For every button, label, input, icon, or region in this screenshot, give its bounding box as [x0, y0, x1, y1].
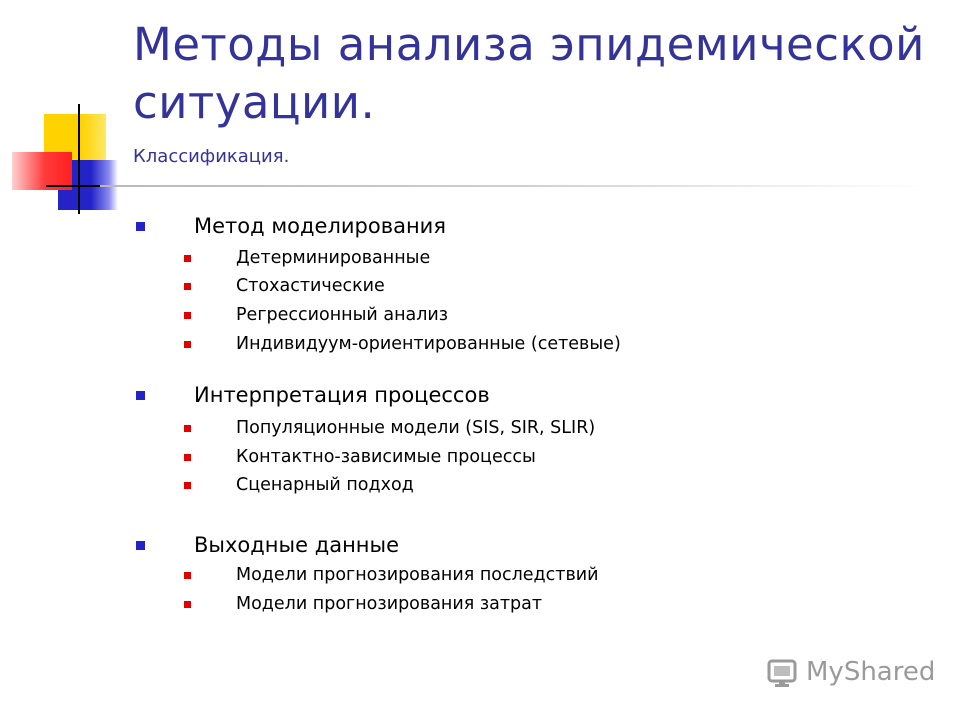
list-item-level2: [184, 418, 595, 438]
list-item-level2: [184, 334, 621, 354]
list-item-text: Стохастические: [236, 276, 385, 296]
list-item-level2: [184, 565, 599, 585]
slide-subtitle: Классификация.: [133, 146, 290, 167]
square-bullet-icon: [184, 312, 191, 319]
list-item-text: Интерпретация процессов: [194, 383, 490, 407]
list-item-level2: [184, 248, 430, 268]
list-item-level2: [184, 447, 536, 467]
list-item-level2: [184, 276, 385, 296]
square-bullet-icon: [184, 255, 191, 262]
list-item-text: Индивидуум-ориентированные (сетевые): [236, 334, 621, 354]
square-bullet-icon: [184, 425, 191, 432]
list-item-text: Выходные данные: [194, 533, 400, 557]
list-item-text: Сценарный подход: [236, 475, 414, 495]
square-bullet-icon: [184, 482, 191, 489]
square-bullet-icon: [136, 222, 145, 231]
square-bullet-icon: [184, 283, 191, 290]
myshared-watermark: [766, 655, 935, 689]
myshared-logo-icon: [766, 655, 800, 689]
list-item-text: Модели прогнозирования затрат: [236, 594, 543, 614]
list-item-text: Контактно-зависимые процессы: [236, 447, 536, 467]
square-bullet-icon: [184, 572, 191, 579]
list-item-level2: [184, 305, 448, 325]
square-bullet-icon: [136, 391, 145, 400]
square-bullet-icon: [184, 341, 191, 348]
square-bullet-icon: [184, 454, 191, 461]
list-item-text: Модели прогнозирования последствий: [236, 565, 599, 585]
list-item-text: Метод моделирования: [194, 214, 446, 238]
list-item-level1: [136, 214, 446, 238]
list-item-level2: [184, 475, 414, 495]
list-item-level2: [184, 594, 542, 614]
list-item-text: Детерминированные: [236, 248, 431, 268]
list-item-level1: [136, 383, 490, 407]
list-item-level1: [136, 533, 399, 557]
square-bullet-icon: [184, 601, 191, 608]
list-item-text: Регрессионный анализ: [236, 305, 449, 325]
slide-title: Методы анализа эпидемической ситуации.: [133, 18, 925, 129]
watermark-text: MyShared: [806, 657, 936, 687]
square-bullet-icon: [136, 541, 145, 550]
list-item-text: Популяционные модели (SIS, SIR, SLIR): [236, 418, 596, 438]
